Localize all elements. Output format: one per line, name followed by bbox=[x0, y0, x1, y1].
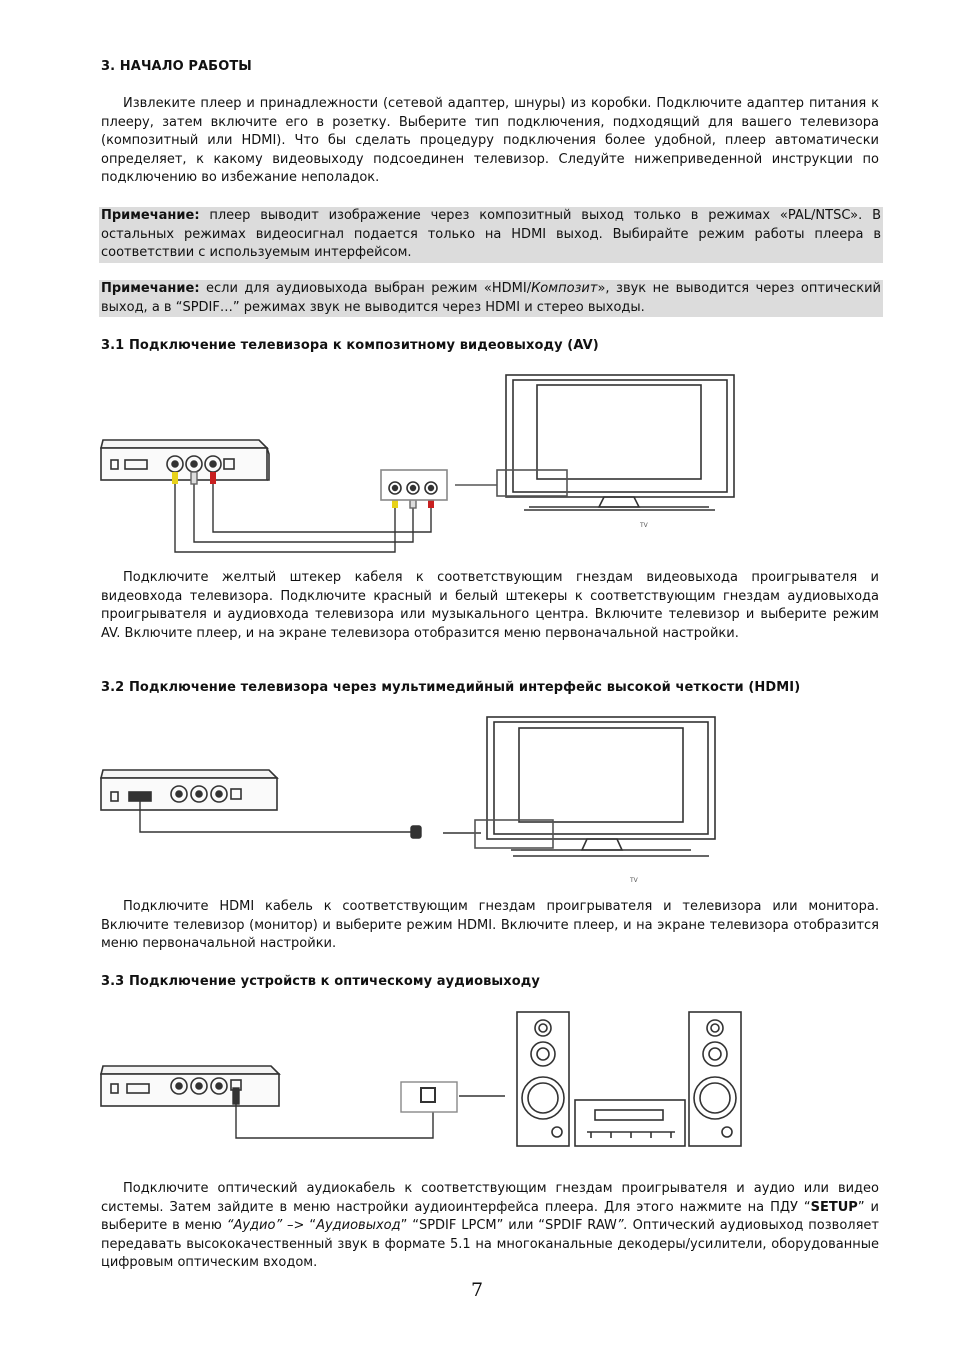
page-number: 7 bbox=[470, 1279, 484, 1301]
composite-connection-diagram bbox=[99, 372, 749, 558]
s31-title: 3.1 Подключение телевизора к композитному видеовыходу (AV) bbox=[101, 338, 599, 353]
s33-text-d: Оптический аудиовыход позволяет передавать высококачественный звук в формате 5.1 на многоканальные декодеры/усилители, оборудованные цифровым оптическим входом. bbox=[101, 1218, 879, 1270]
tv-av-input-panel bbox=[381, 470, 497, 500]
s32-text: Подключите HDMI кабель к соответствующим гнездам проигрывателя и телевизора или монитора. Включите телевизор (монитор) и выберите режим HDMI. Включите плеер, и на экране телевизора отобразится меню первоначальной настройки. bbox=[101, 899, 879, 951]
tv-label: TV bbox=[640, 522, 648, 529]
s33-quote: ”. bbox=[616, 1218, 628, 1233]
s33-text-b: ” и выберите в меню bbox=[101, 1199, 879, 1233]
intro-text: Извлеките плеер и принадлежности (сетевой адаптер, шнуры) из коробки. Подключите адаптер питания к плееру, затем включите его в розетку. Выберите тип подключения, подходящий для вашего телевизора (композитный или HDMI). Что бы сделать процедуру подключения более удобной, плеер автоматически определяет, к какому видеовыходу подсоединен телевизор. Следуйте нижеприведенной инструкции по подключению во избежание неполадок. bbox=[101, 96, 879, 185]
note-2-text-a: если для аудиовыхода выбран режим «HDMI/ bbox=[199, 281, 532, 296]
s33-paragraph bbox=[101, 1180, 879, 1273]
tv-set bbox=[475, 717, 715, 856]
note-2-italic: Композит bbox=[531, 281, 598, 296]
s33-title: 3.3 Подключение устройств к оптическому аудиовыходу bbox=[101, 974, 540, 989]
tv-set bbox=[497, 375, 734, 510]
s33-text-a: Подключите оптический аудиокабель к соответствующим гнездам проигрывателя и аудио или видео системы. Затем зайдите в меню настройки аудиоинтерфейса плеера. Для этого нажмите на ПДУ “ bbox=[101, 1181, 879, 1215]
intro-paragraph bbox=[101, 95, 879, 188]
s33-arrow: –> “ bbox=[282, 1218, 317, 1233]
optical-connection-diagram bbox=[99, 1008, 763, 1166]
speaker-right bbox=[689, 1012, 741, 1146]
note-2 bbox=[99, 280, 883, 317]
speaker-left bbox=[517, 1012, 569, 1146]
tv-label: TV bbox=[630, 877, 638, 884]
s32-paragraph bbox=[101, 898, 879, 954]
player-device bbox=[101, 1066, 279, 1106]
section-title: 3. НАЧАЛО РАБОТЫ bbox=[101, 59, 252, 74]
note-1-text: плеер выводит изображение через композитный выход только в режимах «PAL/NTSC». В остальных режимах видеосигнал подается только на HDMI выход. Выбирайте режим работы плеера в соответствии с используемым интерфейсом. bbox=[101, 208, 881, 260]
audioout-menu-name: Аудиовыход bbox=[316, 1218, 401, 1233]
s31-text: Подключите желтый штекер кабеля к соответствующим гнездам видеовыхода проигрывателя и видеовхода телевизора. Подключите красный и белый штекеры к соответствующим гнездам аудиовыхода проигрывателя и аудиовхода телевизора или музыкального центра. Включите телевизор и выберите режим AV. Включите плеер, и на экране телевизора отобразится меню первоначальной настройки. bbox=[101, 570, 879, 641]
amplifier-unit bbox=[575, 1100, 685, 1146]
player-device bbox=[101, 770, 277, 810]
note-1 bbox=[99, 207, 883, 263]
note-2-label: Примечание: bbox=[101, 281, 200, 296]
hdmi-connection-diagram bbox=[99, 712, 739, 888]
audio-menu-name: “Аудио” bbox=[226, 1218, 283, 1233]
setup-keyword: SETUP bbox=[810, 1199, 858, 1215]
s32-title: 3.2 Подключение телевизора через мультимедийный интерфейс высокой четкости (HDMI) bbox=[101, 680, 801, 695]
s33-text-c: ” “SPDIF LPCM” или “SPDIF RAW bbox=[400, 1218, 617, 1233]
player-device bbox=[101, 440, 269, 480]
note-2-text-b: », звук не выводится через оптический выход, а в “SPDIF…” режимах звук не выводится через HDMI и стерео выходы. bbox=[101, 281, 881, 315]
note-1-label: Примечание: bbox=[101, 208, 200, 223]
s31-paragraph bbox=[101, 569, 879, 643]
